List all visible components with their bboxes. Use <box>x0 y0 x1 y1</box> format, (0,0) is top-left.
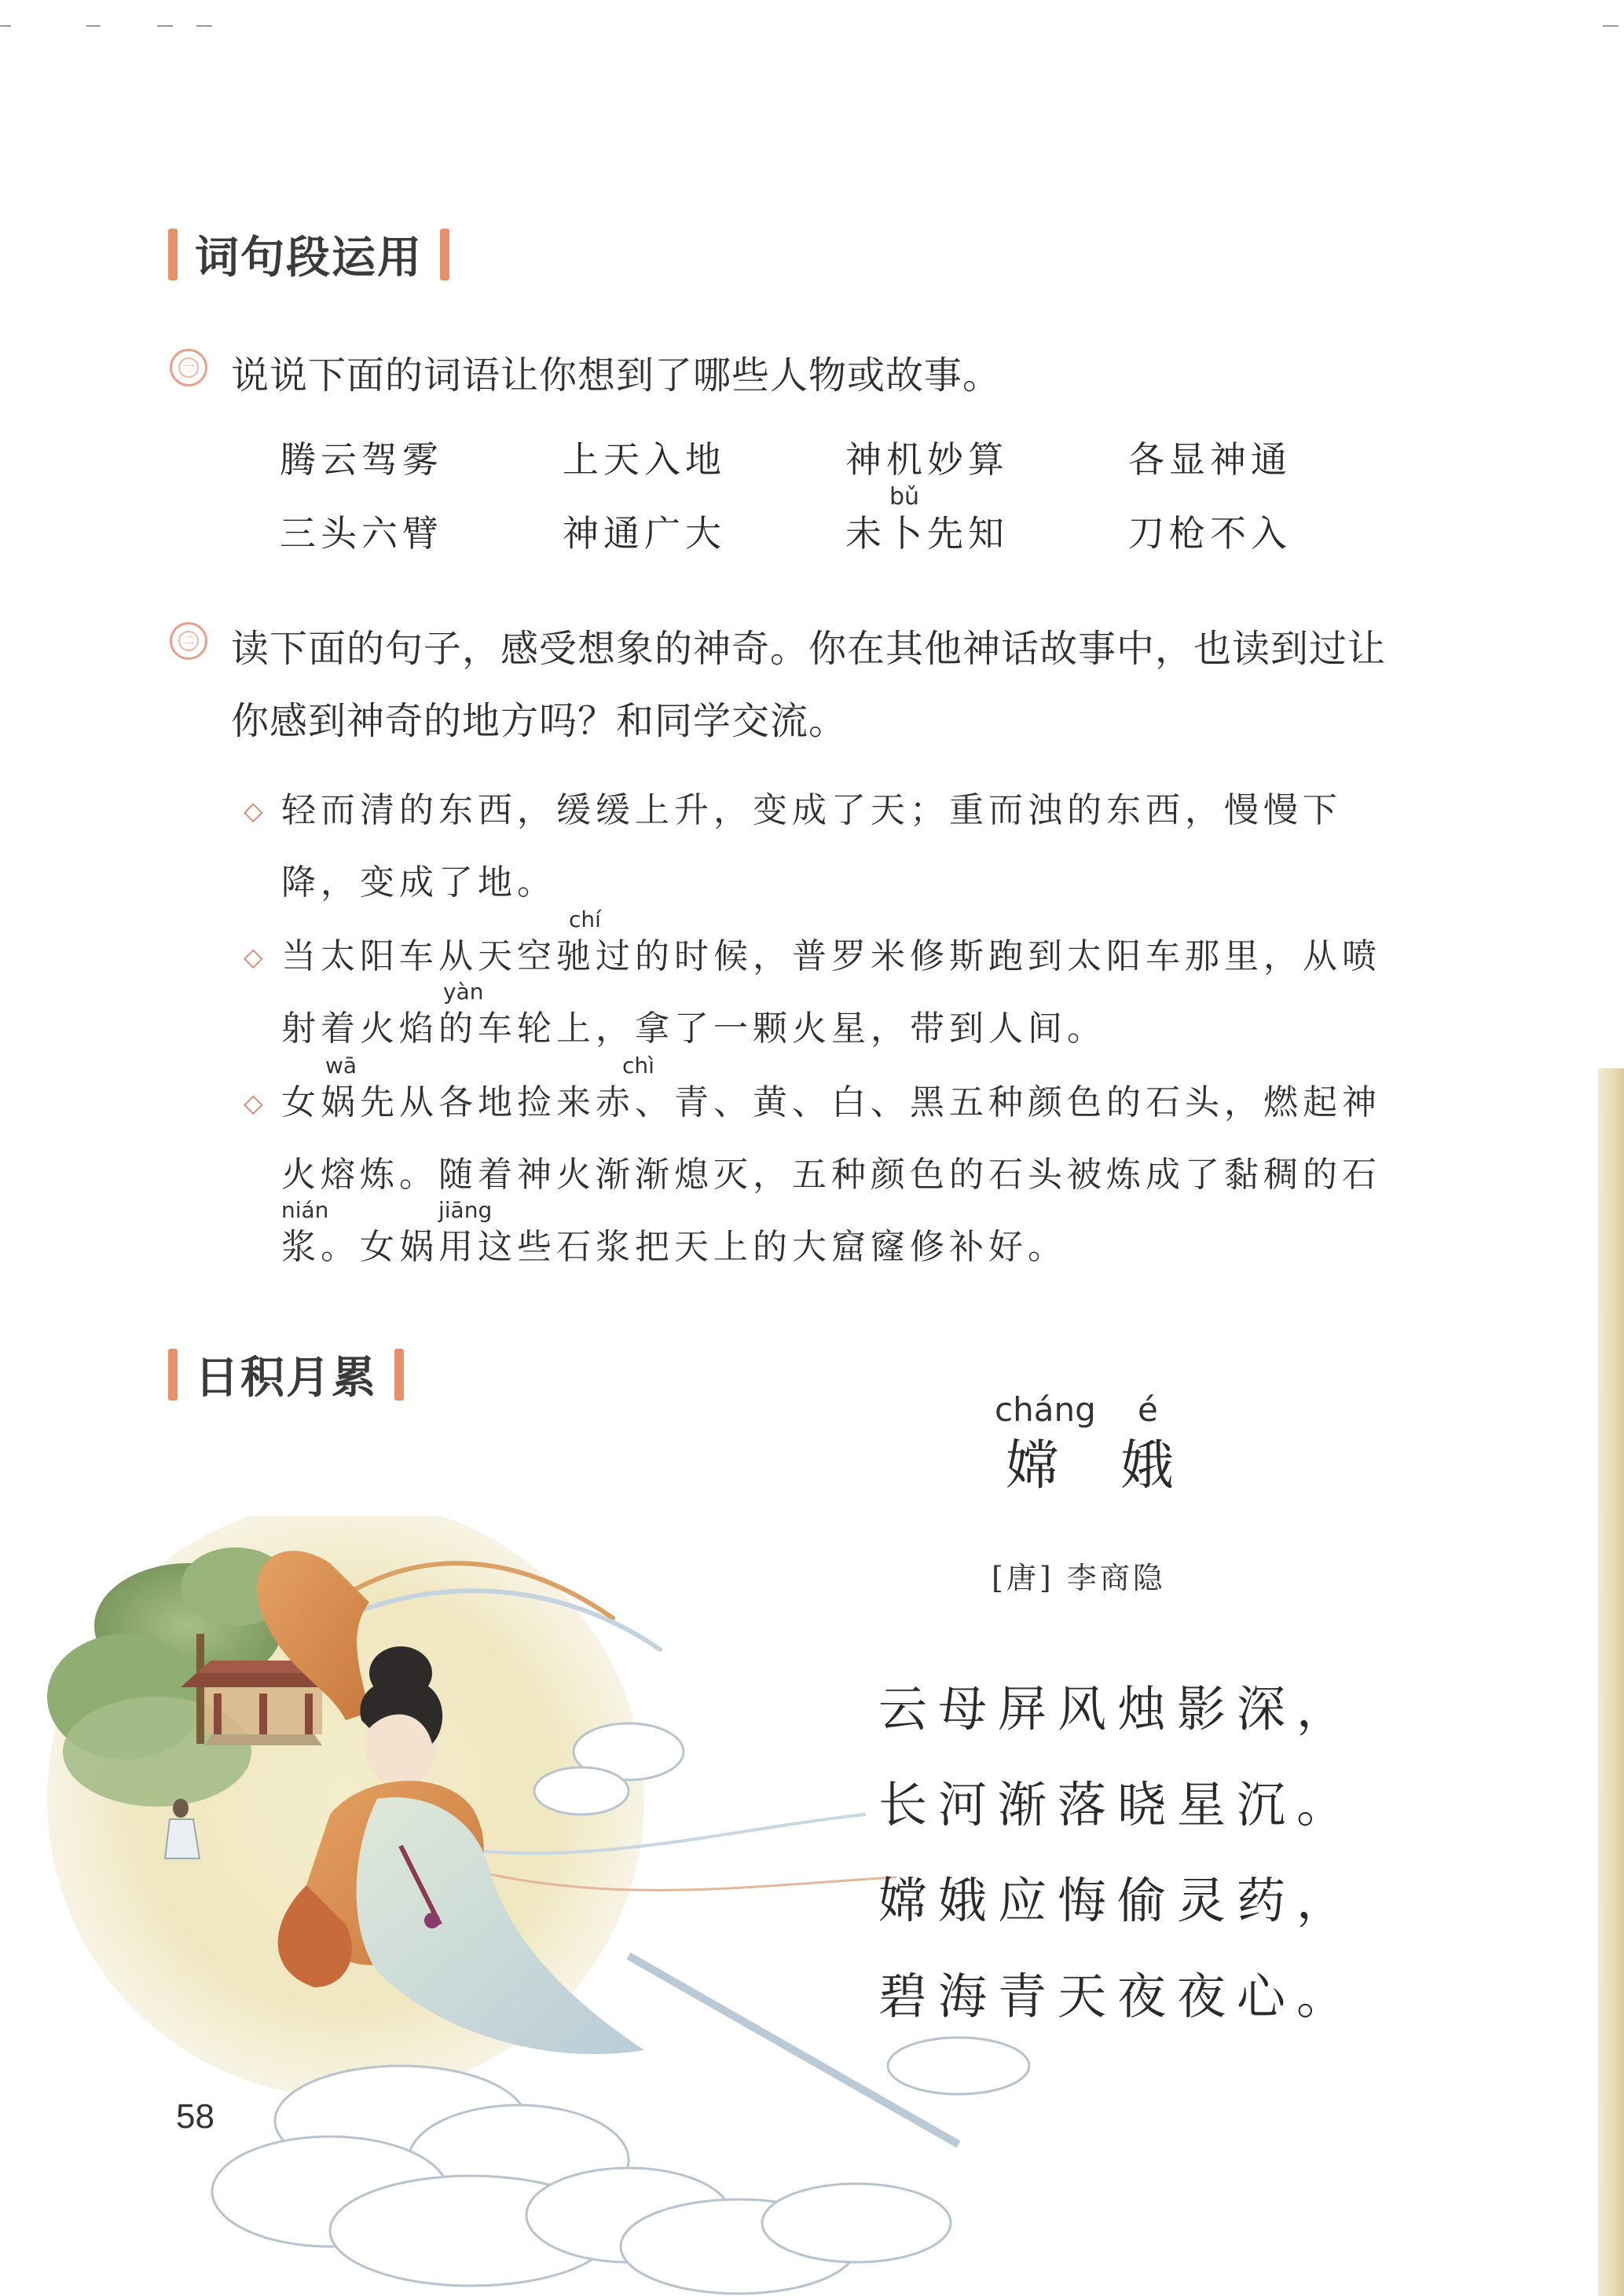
example-sentence-1 <box>244 774 1391 919</box>
pinyin-annotation: jiāng <box>438 1197 493 1223</box>
word-item: 神机妙算 <box>845 438 1009 481</box>
poem-line-2: 长河渐落晓星沉。 <box>878 1776 1357 1833</box>
sentence-text: 轻而清的东西，缓缓上升，变成了天；重而浊的东西，慢慢下降，变成了地。 <box>281 790 1342 903</box>
word-item: 刀枪不入 <box>1128 512 1292 555</box>
pinyin-annotation: chí <box>569 906 601 932</box>
crop-mark <box>0 25 11 27</box>
poem-line-1: 云母屏风烛影深， <box>878 1680 1357 1738</box>
exercise-prompt: 说说下面的词语让你想到了哪些人物或故事。 <box>231 353 1002 397</box>
pinyin-annotation: chì <box>622 1053 654 1078</box>
word-item: 各显神通 <box>1128 438 1292 481</box>
poem-title-pinyin-2: é <box>1138 1390 1158 1429</box>
poem-title-char-1: 嫦 <box>1006 1435 1060 1497</box>
word-grid <box>280 432 1395 561</box>
diamond-bullet-icon: ◇ <box>244 942 263 972</box>
sentence-body: 女娲先从各地捡来赤、青、黄、白、黑五种颜色的石头，燃起神火熔炼。随着神火渐渐熄灭，五种颜色的石头被炼成了黏稠的石浆。女娲用这些石浆把天上的大窟窿修补好。 <box>281 1082 1381 1267</box>
word-text: 未卜先知 <box>845 512 1009 555</box>
crop-mark <box>1603 25 1619 27</box>
section-header-daily-accumulation <box>168 1343 404 1406</box>
section-title: 日积月累 <box>195 1353 377 1404</box>
section-title: 词句段运用 <box>195 233 423 284</box>
section-bar-right <box>394 1349 404 1401</box>
poem-line-3: 嫦娥应悔偷灵药， <box>878 1872 1357 1929</box>
exercise-2 <box>170 613 1395 757</box>
diamond-bullet-icon: ◇ <box>244 796 263 826</box>
poem-author: [唐] 李商隐 <box>992 1561 1166 1595</box>
section-bar-right <box>440 229 449 280</box>
exercise-1 <box>170 339 1427 412</box>
word-item-with-pinyin <box>845 483 1128 561</box>
crop-mark <box>157 25 173 27</box>
page-edge-strip <box>1598 1068 1624 2296</box>
sentence-text <box>281 906 1391 1065</box>
pinyin-annotation: nián <box>281 1197 329 1223</box>
word-item: 腾云驾雾 <box>280 438 443 481</box>
section-bar-left <box>168 1349 178 1401</box>
crop-mark <box>196 25 212 27</box>
sentence-body: 当太阳车从天空驰过的时候，普罗米修斯跑到太阳车那里，从喷射着火焰的车轮上，拿了一颗火星，带到人间。 <box>281 936 1381 1049</box>
section-bar-left <box>168 229 178 280</box>
word-item: 神通广大 <box>563 512 726 555</box>
page-number: 58 <box>176 2097 214 2136</box>
exercise-number: 一 <box>178 357 199 378</box>
diamond-bullet-icon: ◇ <box>244 1088 263 1118</box>
exercise-number-badge <box>170 349 207 386</box>
crop-mark <box>86 25 101 27</box>
pinyin-annotation: yàn <box>443 979 484 1005</box>
word-item: 上天入地 <box>563 438 726 481</box>
sentence-text <box>281 1053 1391 1283</box>
example-sentence-2 <box>244 906 1391 1065</box>
poem-title-pinyin-1: cháng <box>995 1390 1096 1429</box>
example-sentence-3 <box>244 1053 1391 1283</box>
word-item: 三头六臂 <box>280 512 443 555</box>
pinyin-annotation: bǔ <box>889 483 920 511</box>
exercise-number: 二 <box>178 631 199 651</box>
exercise-prompt: 读下面的句子，感受想象的神奇。你在其他神话故事中，也读到过让你感到神奇的地方吗？和同学交流。 <box>231 627 1387 743</box>
poem-title-char-2: 娥 <box>1120 1435 1175 1497</box>
section-header-words-usage <box>168 223 449 286</box>
pinyin-annotation: wā <box>325 1053 357 1078</box>
exercise-number-badge <box>170 622 207 660</box>
poem-line-4: 碧海青天夜夜心。 <box>878 1968 1357 2025</box>
